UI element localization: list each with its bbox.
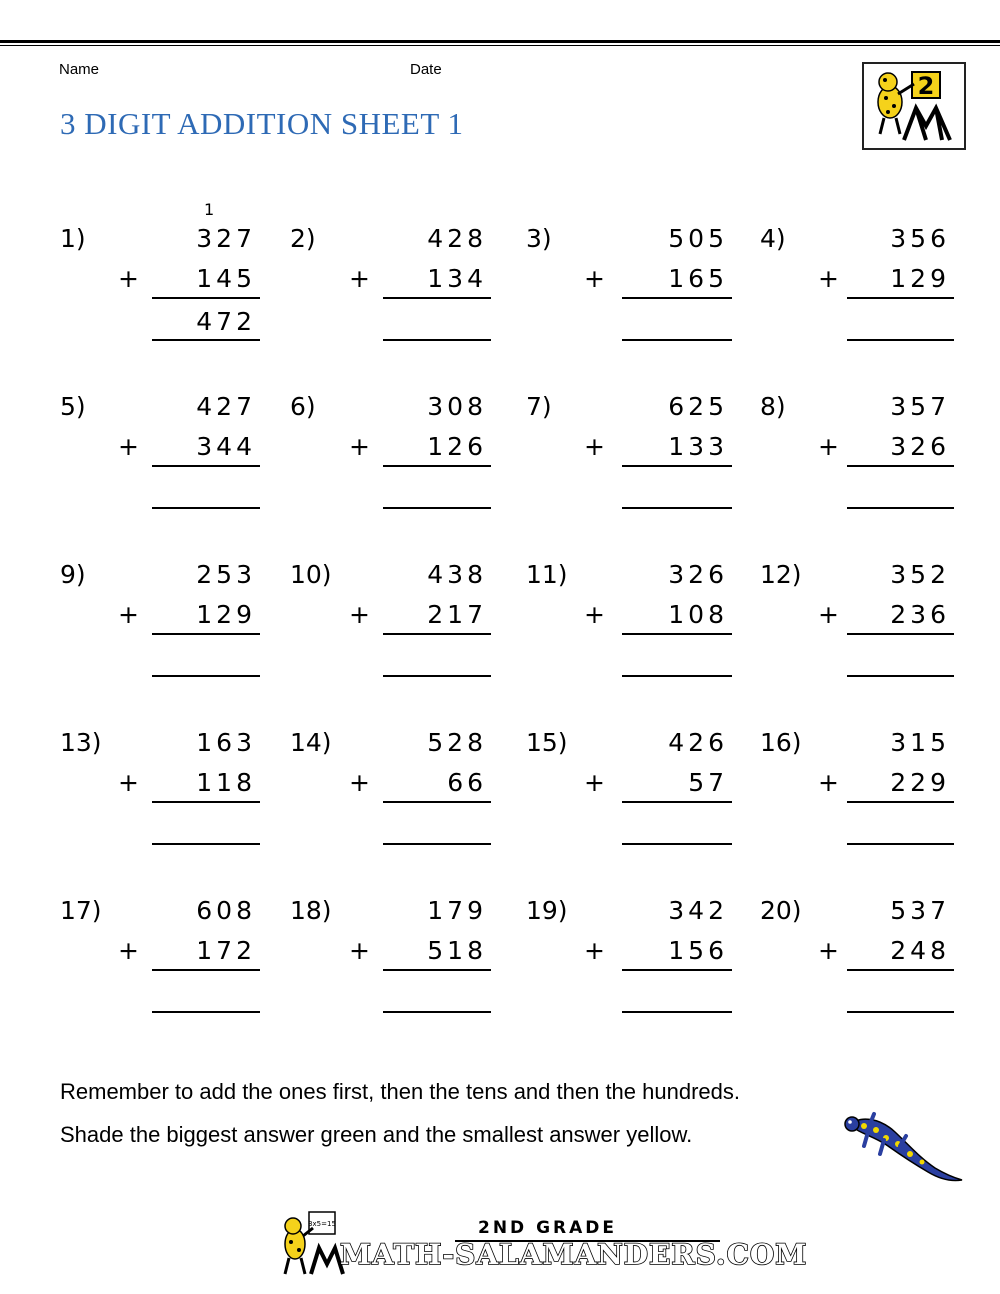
footer-grade-label: 2ND GRADE [478,1218,618,1238]
problem-number: 15) [526,728,568,757]
bottom-addend: 165 [668,264,728,293]
top-border-rule-thin [0,45,1000,46]
bottom-addend: 118 [196,768,256,797]
top-addend: 428 [427,224,487,253]
plus-sign: + [118,768,139,797]
bottom-addend: 145 [196,264,256,293]
bottom-addend: 236 [890,600,950,629]
top-addend: 528 [427,728,487,757]
plus-sign: + [584,600,605,629]
problem-number: 9) [60,560,86,589]
top-addend: 315 [890,728,950,757]
bottom-addend: 156 [668,936,728,965]
answer-line [847,507,954,509]
bottom-addend: 172 [196,936,256,965]
top-border-rule [0,40,1000,43]
problem-number: 11) [526,560,568,589]
plus-sign: + [118,600,139,629]
plus-sign: + [818,936,839,965]
bottom-addend: 133 [668,432,728,461]
problem-number: 8) [760,392,786,421]
answer: 472 [196,307,256,336]
salamander-logo-icon [864,64,964,148]
problem-number: 17) [60,896,102,925]
top-addend: 356 [890,224,950,253]
name-label: Name [59,61,100,78]
top-addend: 342 [668,896,728,925]
plus-sign: + [584,936,605,965]
problem-number: 16) [760,728,802,757]
blue-salamander-icon [840,1110,965,1185]
plus-sign: + [349,936,370,965]
problem-number: 13) [60,728,102,757]
plus-sign: + [818,264,839,293]
problem-number: 4) [760,224,786,253]
problem-number: 1) [60,224,86,253]
instruction-line-2: Shade the biggest answer green and the smallest answer yellow. [60,1122,693,1147]
plus-sign: + [118,264,139,293]
bottom-addend: 248 [890,936,950,965]
sum-line [847,969,954,971]
problem-number: 14) [290,728,332,757]
sum-line [847,297,954,299]
top-addend: 327 [196,224,256,253]
plus-sign: + [818,768,839,797]
addition-problem [0,536,1000,686]
plus-sign: + [818,600,839,629]
sum-line [847,633,954,635]
bottom-addend: 229 [890,768,950,797]
top-addend: 357 [890,392,950,421]
bottom-addend: 126 [427,432,487,461]
problem-number: 5) [60,392,86,421]
top-addend: 308 [427,392,487,421]
top-addend: 625 [668,392,728,421]
problem-number: 7) [526,392,552,421]
problem-number: 20) [760,896,802,925]
problem-number: 18) [290,896,332,925]
top-addend: 537 [890,896,950,925]
top-addend: 179 [427,896,487,925]
top-addend: 426 [668,728,728,757]
bottom-addend: 57 [688,768,728,797]
plus-sign: + [584,432,605,461]
plus-sign: + [118,432,139,461]
plus-sign: + [584,768,605,797]
bottom-addend: 129 [890,264,950,293]
top-addend: 608 [196,896,256,925]
sum-line [847,465,954,467]
problem-number: 6) [290,392,316,421]
plus-sign: + [349,432,370,461]
addition-problem [0,368,1000,518]
plus-sign: + [118,936,139,965]
plus-sign: + [818,432,839,461]
footer-site-name: MATH-SALAMANDERS.COM [340,1238,808,1271]
top-addend: 163 [196,728,256,757]
page-title: 3 DIGIT ADDITION SHEET 1 [60,106,464,141]
bottom-addend: 217 [427,600,487,629]
problem-number: 2) [290,224,316,253]
answer-line [847,843,954,845]
answer-line [847,1011,954,1013]
bottom-addend: 108 [668,600,728,629]
top-addend: 427 [196,392,256,421]
grade-logo [862,62,966,150]
bottom-addend: 344 [196,432,256,461]
bottom-addend: 66 [447,768,487,797]
plus-sign: + [349,600,370,629]
problem-number: 10) [290,560,332,589]
problem-number: 3) [526,224,552,253]
plus-sign: + [349,768,370,797]
plus-sign: + [349,264,370,293]
bottom-addend: 326 [890,432,950,461]
instruction-line-1: Remember to add the ones first, then the tens and then the hundreds. [60,1079,740,1104]
answer-line [847,339,954,341]
top-addend: 326 [668,560,728,589]
top-addend: 352 [890,560,950,589]
math-salamanders-logo-icon [275,1208,345,1278]
top-addend: 438 [427,560,487,589]
carry-digit: 1 [204,200,215,219]
top-addend: 253 [196,560,256,589]
problem-number: 19) [526,896,568,925]
plus-sign: + [584,264,605,293]
addition-problem [0,872,1000,1022]
logo-grade-number: 2 [917,72,935,100]
answer-line [847,675,954,677]
date-label: Date [410,61,442,78]
svg-text:3x5=15: 3x5=15 [308,1220,336,1228]
bottom-addend: 134 [427,264,487,293]
addition-problem [0,200,1000,350]
addition-problem [0,704,1000,854]
sum-line [847,801,954,803]
bottom-addend: 518 [427,936,487,965]
bottom-addend: 129 [196,600,256,629]
problem-number: 12) [760,560,802,589]
top-addend: 505 [668,224,728,253]
